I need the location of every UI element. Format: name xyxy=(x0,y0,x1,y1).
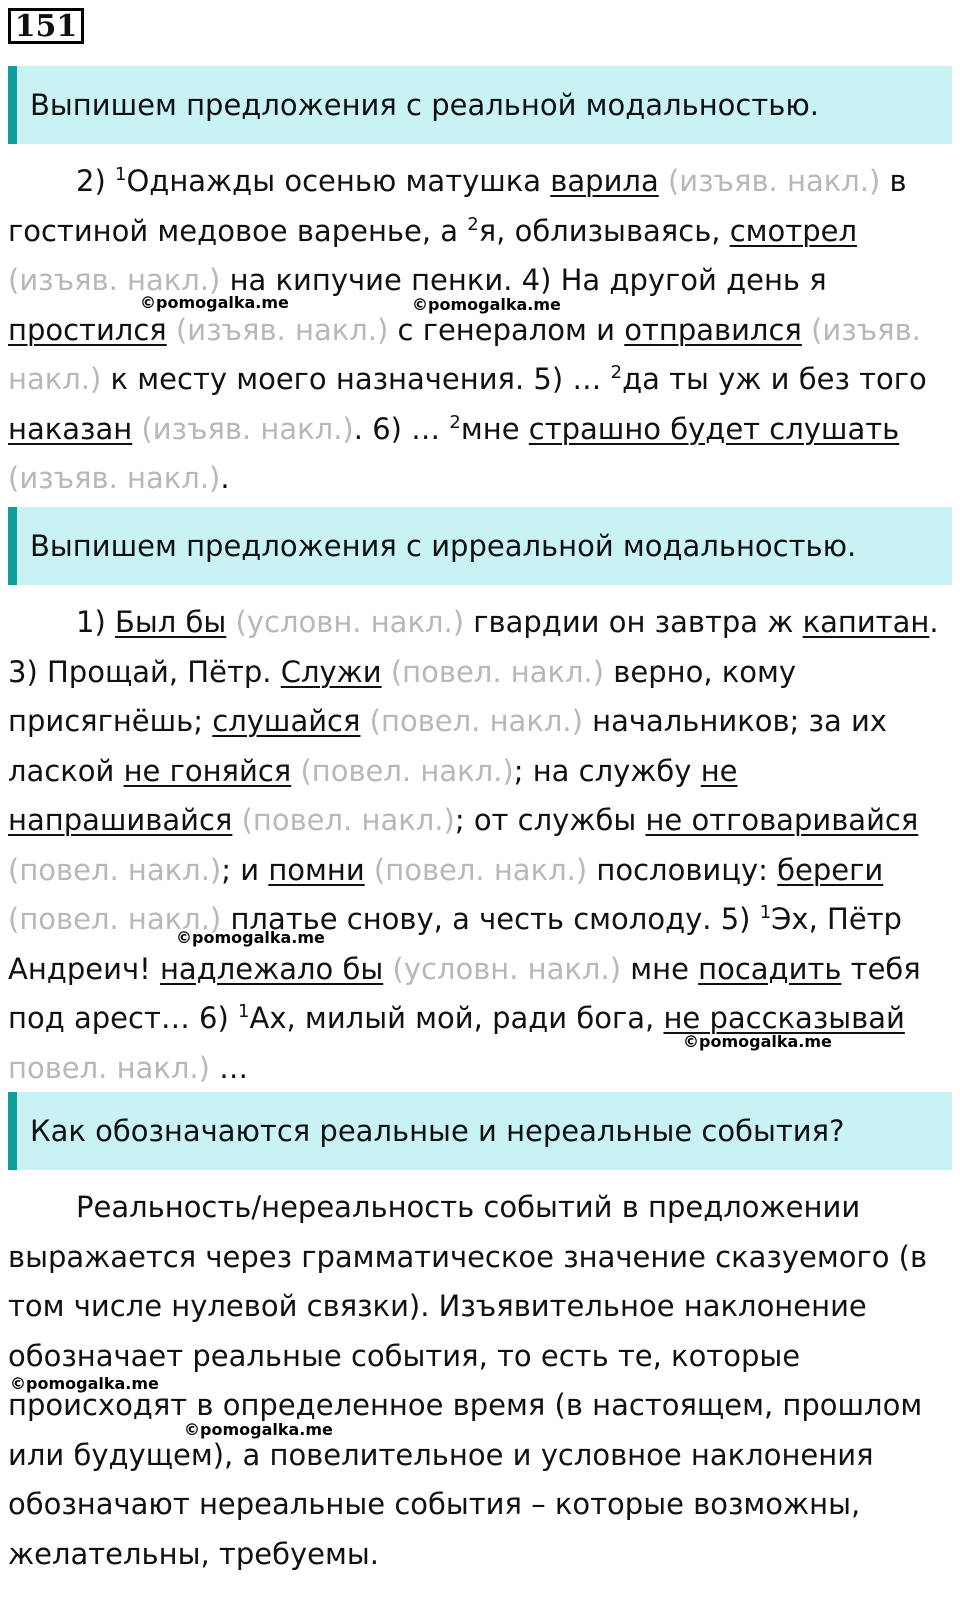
watermark: ©pomogalka.me xyxy=(412,295,561,314)
sentence-index: 2 xyxy=(467,213,479,235)
text-run: платье снову, а честь смолоду. 5) xyxy=(221,902,760,936)
text-run xyxy=(132,412,141,446)
text-run: я, облизываясь, xyxy=(478,213,730,248)
watermark: ©pomogalka.me xyxy=(140,293,289,312)
sentence-index: 2 xyxy=(449,411,461,433)
text-run xyxy=(360,704,369,738)
mood-annotation: (повел. накл.) xyxy=(369,704,583,738)
predicate: береги xyxy=(777,852,884,887)
text-run: тебя под арест… 6) xyxy=(8,951,921,1035)
mood-annotation: (изъяв. накл.) xyxy=(175,312,389,347)
mood-annotation: (повел. накл.) xyxy=(373,852,588,887)
predicate: смотрел xyxy=(729,213,857,248)
mood-annotation: (повел. накл.) xyxy=(8,852,222,887)
mood-annotation: (изъяв. накл.) xyxy=(141,411,354,446)
text-run: мне xyxy=(621,951,699,986)
text-run: мне xyxy=(460,411,529,446)
sentence-index: 1 xyxy=(238,1001,250,1022)
text-run: Эх, Пётр Андреич! xyxy=(8,902,902,986)
text-run: начальников; за их лаской xyxy=(8,704,887,788)
text-run: 2) xyxy=(76,164,115,198)
text-run xyxy=(365,853,374,887)
mood-annotation: (изъяв. накл.) xyxy=(667,164,881,198)
predicate: Был бы xyxy=(114,605,227,639)
text-run: . 6) … xyxy=(353,411,450,446)
watermark: ©pomogalka.me xyxy=(184,1420,333,1439)
watermark: ©pomogalka.me xyxy=(10,1374,159,1393)
predicate: Служи xyxy=(280,654,382,689)
predicate: отправился xyxy=(624,312,802,347)
sentence-index: 1 xyxy=(114,164,127,185)
mood-annotation: (изъяв. накл.) xyxy=(8,263,221,297)
predicate: помни xyxy=(268,852,365,887)
text-run: верно, кому присягнёшь; xyxy=(8,654,797,738)
text-run: гвардии он завтра ж xyxy=(464,605,803,639)
text-run: ; от службы xyxy=(454,803,646,837)
predicate: не рассказывай xyxy=(663,1001,905,1035)
predicate: надлежало бы xyxy=(159,951,384,986)
predicate: не гоняйся xyxy=(123,753,292,788)
predicate: капитан xyxy=(802,605,930,639)
predicate: страшно будет слушать xyxy=(528,411,900,446)
mood-annotation: (повел. накл.) xyxy=(8,902,222,936)
text-run: в гостиной медовое варенье, а xyxy=(8,164,907,248)
text-run xyxy=(167,313,176,347)
predicate: наказан xyxy=(8,411,133,446)
mood-annotation: повел. накл.) xyxy=(8,1050,210,1085)
mood-annotation: (повел. накл.) xyxy=(390,654,605,689)
text-run: Однажды осенью матушка xyxy=(126,164,551,198)
text-run xyxy=(226,605,235,639)
text-run: ; на службу xyxy=(513,753,701,788)
text-run: 1) xyxy=(76,605,115,639)
mood-annotation: (изъяв. накл.) xyxy=(8,312,921,396)
sentence-index: 2 xyxy=(610,362,623,383)
section-heading-real: Выпишем предложения с реальной модальностью. xyxy=(8,66,952,144)
text-run: пословицу: xyxy=(587,852,778,887)
text-run: . 3) Прощай, Пётр. xyxy=(8,605,939,689)
text-run: … xyxy=(209,1050,249,1085)
text-run: да ты уж и без того xyxy=(622,362,927,396)
mood-annotation: (условн. накл.) xyxy=(235,605,465,639)
predicate: не напрашивайся xyxy=(8,753,738,837)
text-run: на кипучие пенки. 4) На другой день я xyxy=(220,263,827,297)
watermark: ©pomogalka.me xyxy=(176,928,325,947)
predicate: слушайся xyxy=(212,704,361,738)
mood-annotation: (условн. накл.) xyxy=(392,951,622,986)
mood-annotation: (повел. накл.) xyxy=(300,753,514,788)
predicate: варила xyxy=(550,164,659,198)
watermark: ©pomogalka.me xyxy=(683,1032,832,1051)
predicate: посадить xyxy=(698,951,842,986)
text-run: ; и xyxy=(221,852,269,887)
exercise-number: 151 xyxy=(8,8,84,44)
text-run xyxy=(659,164,668,198)
section-text-real xyxy=(8,157,952,504)
mood-annotation: (повел. накл.) xyxy=(241,803,455,837)
section-heading-irreal: Выпишем предложения с ирреальной модальностью. xyxy=(8,507,952,585)
section-text-irreal xyxy=(8,598,952,1093)
predicate: не отговаривайся xyxy=(645,803,919,837)
text-run: . xyxy=(220,461,230,495)
mood-annotation: (изъяв. накл.) xyxy=(8,461,221,495)
section-heading-question: Как обозначаются реальные и нереальные события? xyxy=(8,1092,952,1170)
predicate: простился xyxy=(8,312,167,347)
sentence-index: 1 xyxy=(759,902,772,923)
text-run xyxy=(383,952,392,986)
text-run xyxy=(802,313,811,347)
text-run xyxy=(232,803,241,837)
text-run: Реальность/нереальность событий в предложении выражается через грамматическое значение сказуемого (в том числе нулевой связки). Изъявительное наклонение обозначает реальные события, то есть те, которые происходят в определенное время (в настоящем, прошлом или будущем), а повелительное и условное наклонения обозначают нереальные события – которые возможны, желательны, требуемы. xyxy=(8,1190,928,1571)
text-run: с генералом и xyxy=(388,312,625,347)
text-run: Ах, милый мой, ради бога, xyxy=(249,1001,664,1035)
text-run xyxy=(382,655,391,689)
text-run: к месту моего назначения. 5) … xyxy=(101,362,611,396)
